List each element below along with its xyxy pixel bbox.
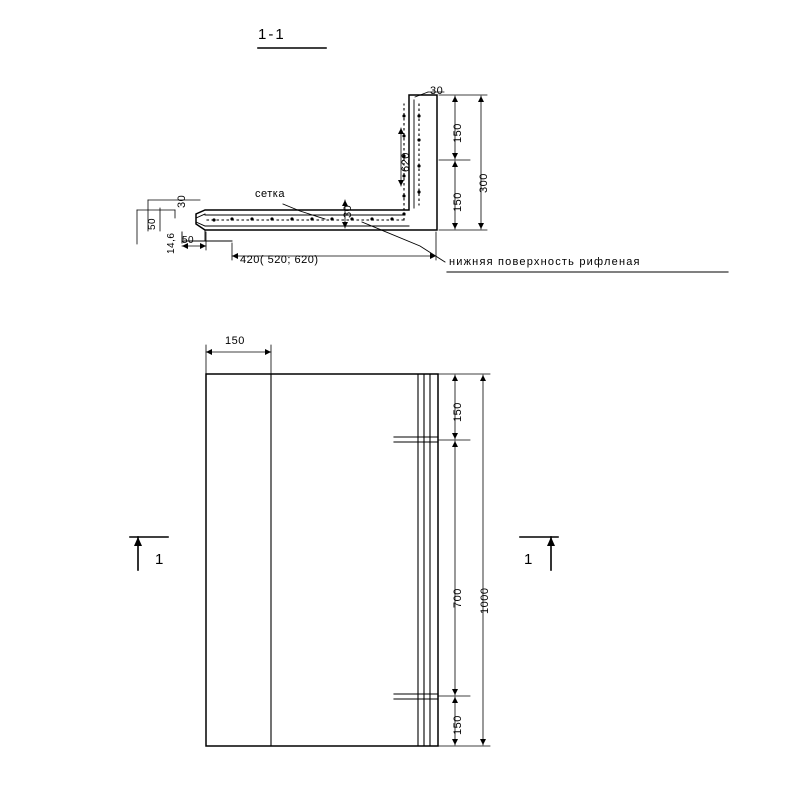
plan-outline: [206, 374, 438, 746]
dim-30-slab: 30: [342, 204, 354, 218]
dim-150-upper: 150: [452, 123, 464, 143]
mesh-leader: [283, 204, 325, 219]
dim-620: 620: [400, 152, 412, 172]
plan-dim-1000: 1000: [479, 587, 491, 614]
dim-300: 300: [478, 173, 490, 193]
section-mark-left: 1: [155, 551, 164, 568]
plan-dim-150-top: 150: [225, 335, 245, 347]
plan-dimensions: [206, 345, 490, 746]
drawing-title: 1-1: [258, 26, 286, 43]
plan-inner-lines: [271, 374, 430, 746]
dim-14-6: 14,6: [166, 232, 177, 254]
section-dimensions: [137, 92, 728, 272]
plan-dim-700: 700: [452, 588, 464, 608]
dim-30-left: 30: [176, 194, 188, 208]
dim-150-lower: 150: [452, 192, 464, 212]
dim-50-left: 50: [147, 217, 158, 230]
plan-dim-150-right-top: 150: [452, 402, 464, 422]
dim-50-bottom: 50: [182, 235, 195, 246]
bottom-surface-note: нижняя поверхность рифленая: [449, 256, 641, 268]
plan-tick-marks: [394, 437, 438, 699]
dim-420-520-620: 420( 520; 620): [240, 254, 319, 266]
plan-dim-150-right-bottom: 150: [452, 715, 464, 735]
mesh-label: сетка: [255, 188, 285, 200]
reinforcement-mesh: [207, 104, 421, 222]
dim-30-top: 30: [430, 85, 444, 97]
section-mark-right: 1: [524, 551, 533, 568]
section-inner-lines: [182, 95, 414, 243]
section-cut-marks: [130, 537, 558, 570]
